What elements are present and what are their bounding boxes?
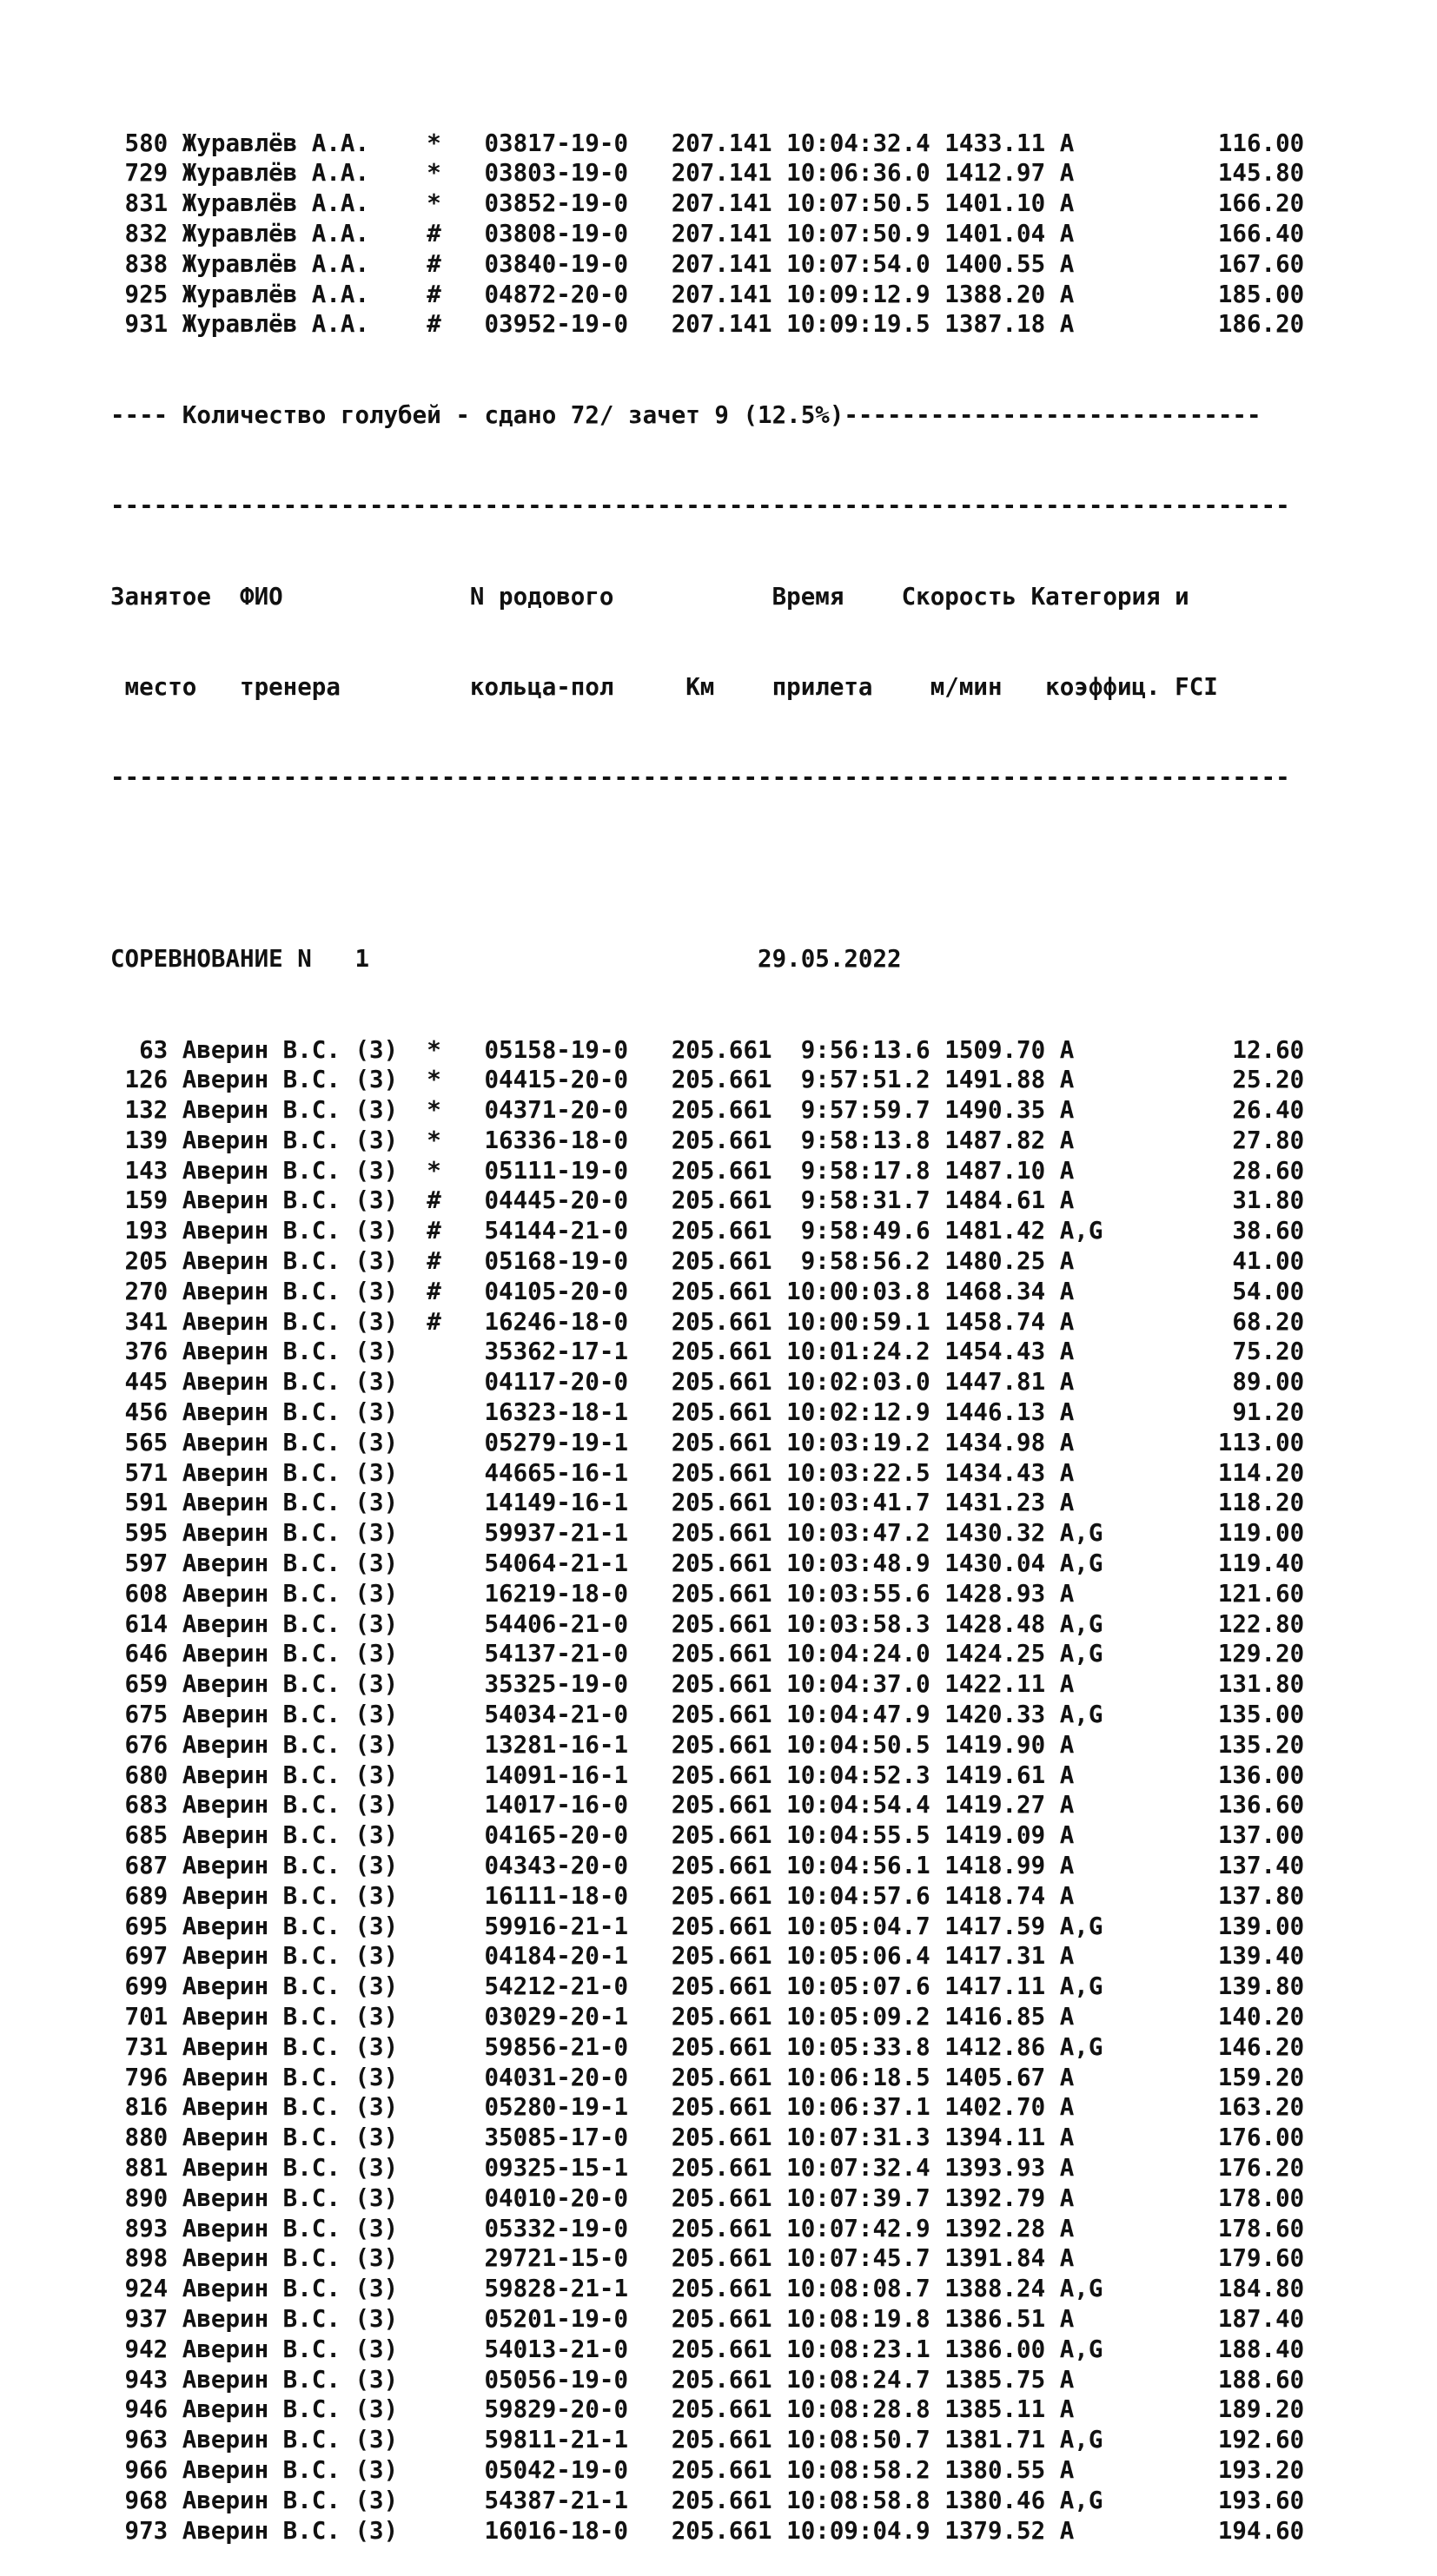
result-row: 126 Аверин В.С. (З) * 04415-20-0 205.661 9:57:51.2 1491.88 A 25.20	[110, 1066, 1305, 1094]
result-row: 831 Журавлёв А.А. * 03852-19-0 207.141 10:07:50.5 1401.10 A 166.20	[110, 189, 1305, 218]
result-row: 270 Аверин В.С. (З) # 04105-20-0 205.661 10:00:03.8 1468.34 A 54.00	[110, 1277, 1305, 1305]
result-row: 659 Аверин В.С. (З) 35325-19-0 205.661 10:04:37.0 1422.11 A 131.80	[110, 1670, 1305, 1699]
result-row: 816 Аверин В.С. (З) 05280-19-1 205.661 10:06:37.1 1402.70 A 163.20	[110, 2093, 1305, 2122]
result-row: 205 Аверин В.С. (З) # 05168-19-0 205.661 9:58:56.2 1480.25 A 41.00	[110, 1247, 1305, 1276]
result-row: 341 Аверин В.С. (З) # 16246-18-0 205.661 10:00:59.1 1458.74 A 68.20	[110, 1307, 1305, 1336]
result-row: 898 Аверин В.С. (З) 29721-15-0 205.661 10:07:45.7 1391.84 A 179.60	[110, 2244, 1305, 2273]
result-row: 445 Аверин В.С. (З) 04117-20-0 205.661 10:02:03.0 1447.81 A 89.00	[110, 1368, 1305, 1397]
result-row: 193 Аверин В.С. (З) # 54144-21-0 205.661 9:58:49.6 1481.42 A,G 38.60	[110, 1217, 1305, 1245]
header-separator-bottom: ----------------------------------------------------------------------------------	[110, 763, 1290, 792]
result-row: 376 Аверин В.С. (З) 35362-17-1 205.661 10:01:24.2 1454.43 A 75.20	[110, 1338, 1305, 1366]
result-row: 942 Аверин В.С. (З) 54013-21-0 205.661 10:08:23.1 1386.00 A,G 188.40	[110, 2335, 1305, 2363]
result-row: 893 Аверин В.С. (З) 05332-19-0 205.661 10:07:42.9 1392.28 A 178.60	[110, 2214, 1305, 2242]
result-row: 890 Аверин В.С. (З) 04010-20-0 205.661 10:07:39.7 1392.79 A 178.00	[110, 2183, 1305, 2212]
result-row: 937 Аверин В.С. (З) 05201-19-0 205.661 10:08:19.8 1386.51 A 187.40	[110, 2304, 1305, 2333]
result-row: 729 Журавлёв А.А. * 03803-19-0 207.141 10:06:36.0 1412.97 A 145.80	[110, 159, 1305, 188]
result-row: 580 Журавлёв А.А. * 03817-19-0 207.141 10:04:32.4 1433.11 A 116.00	[110, 129, 1305, 157]
result-row: 591 Аверин В.С. (З) 14149-16-1 205.661 10:03:41.7 1431.23 A 118.20	[110, 1489, 1305, 1517]
header-separator-top: ----------------------------------------------------------------------------------	[110, 492, 1290, 520]
result-row: 699 Аверин В.С. (З) 54212-21-0 205.661 10:05:07.6 1417.11 A,G 139.80	[110, 1972, 1305, 2001]
result-row: 796 Аверин В.С. (З) 04031-20-0 205.661 10:06:18.5 1405.67 A 159.20	[110, 2063, 1305, 2091]
result-row: 597 Аверин В.С. (З) 54064-21-1 205.661 10:03:48.9 1430.04 A,G 119.40	[110, 1549, 1305, 1578]
result-row: 925 Журавлёв А.А. # 04872-20-0 207.141 10:09:12.9 1388.20 A 185.00	[110, 280, 1305, 308]
result-row: 608 Аверин В.С. (З) 16219-18-0 205.661 10:03:55.6 1428.93 A 121.60	[110, 1579, 1305, 1608]
result-row: 695 Аверин В.С. (З) 59916-21-1 205.661 10:05:04.7 1417.59 A,G 139.00	[110, 1912, 1305, 1940]
count-summary-line: ---- Количество голубей - сдано 72/ зачет 9 (12.5%)-----------------------------	[110, 400, 1262, 429]
result-row: 685 Аверин В.С. (З) 04165-20-0 205.661 10:04:55.5 1419.09 A 137.00	[110, 1821, 1305, 1850]
column-header-line-2: место тренера кольца-пол Км прилета м/мин коэффиц. FCI	[110, 672, 1218, 701]
result-row: 946 Аверин В.С. (З) 59829-20-0 205.661 10:08:28.8 1385.11 A 189.20	[110, 2395, 1305, 2424]
result-row: 456 Аверин В.С. (З) 16323-18-1 205.661 10:02:12.9 1446.13 A 91.20	[110, 1398, 1305, 1427]
result-row: 881 Аверин В.С. (З) 09325-15-1 205.661 10:07:32.4 1393.93 A 176.20	[110, 2153, 1305, 2182]
result-row: 143 Аверин В.С. (З) * 05111-19-0 205.661 9:58:17.8 1487.10 A 28.60	[110, 1156, 1305, 1185]
blank-line	[110, 854, 1414, 884]
result-row: 565 Аверин В.С. (З) 05279-19-1 205.661 10:03:19.2 1434.98 A 113.00	[110, 1428, 1305, 1456]
result-row: 838 Журавлёв А.А. # 03840-19-0 207.141 10:07:54.0 1400.55 A 167.60	[110, 249, 1305, 278]
result-row: 139 Аверин В.С. (З) * 16336-18-0 205.661 9:58:13.8 1487.82 A 27.80	[110, 1126, 1305, 1154]
result-row: 963 Аверин В.С. (З) 59811-21-1 205.661 10:08:50.7 1381.71 A,G 192.60	[110, 2426, 1305, 2454]
result-row: 132 Аверин В.С. (З) * 04371-20-0 205.661 9:57:59.7 1490.35 A 26.40	[110, 1096, 1305, 1125]
result-row: 943 Аверин В.С. (З) 05056-19-0 205.661 10:08:24.7 1385.75 A 188.60	[110, 2365, 1305, 2394]
result-row: 159 Аверин В.С. (З) # 04445-20-0 205.661 9:58:31.7 1484.61 A 31.80	[110, 1186, 1305, 1215]
result-row: 63 Аверин В.С. (З) * 05158-19-0 205.661 9:56:13.6 1509.70 A 12.60	[110, 1035, 1305, 1064]
result-row: 571 Аверин В.С. (З) 44665-16-1 205.661 10:03:22.5 1434.43 A 114.20	[110, 1458, 1305, 1487]
result-row: 701 Аверин В.С. (З) 03029-20-1 205.661 10:05:09.2 1416.85 A 140.20	[110, 2003, 1305, 2031]
result-row: 968 Аверин В.С. (З) 54387-21-1 205.661 10:08:58.8 1380.46 A,G 193.60	[110, 2486, 1305, 2514]
competition-title: СОРЕВНОВАНИЕ N 1 29.05.2022	[110, 945, 902, 974]
result-row: 973 Аверин В.С. (З) 16016-18-0 205.661 10:09:04.9 1379.52 A 194.60	[110, 2516, 1305, 2545]
result-row: 832 Журавлёв А.А. # 03808-19-0 207.141 10:07:50.9 1401.04 A 166.40	[110, 219, 1305, 248]
results-document	[110, 68, 1414, 2576]
results-table	[110, 1035, 1414, 2546]
result-row: 687 Аверин В.С. (З) 04343-20-0 205.661 10:04:56.1 1418.99 A 137.40	[110, 1852, 1305, 1880]
result-row: 676 Аверин В.С. (З) 13281-16-1 205.661 10:04:50.5 1419.90 A 135.20	[110, 1730, 1305, 1759]
result-row: 880 Аверин В.С. (З) 35085-17-0 205.661 10:07:31.3 1394.11 A 176.00	[110, 2124, 1305, 2152]
previous-results-block	[110, 129, 1414, 340]
result-row: 683 Аверин В.С. (З) 14017-16-0 205.661 10:04:54.4 1419.27 A 136.60	[110, 1791, 1305, 1820]
result-row: 966 Аверин В.С. (З) 05042-19-0 205.661 10:08:58.2 1380.55 A 193.20	[110, 2455, 1305, 2484]
result-row: 689 Аверин В.С. (З) 16111-18-0 205.661 10:04:57.6 1418.74 A 137.80	[110, 1881, 1305, 1910]
result-row: 595 Аверин В.С. (З) 59937-21-1 205.661 10:03:47.2 1430.32 A,G 119.00	[110, 1519, 1305, 1548]
result-row: 924 Аверин В.С. (З) 59828-21-1 205.661 10:08:08.7 1388.24 A,G 184.80	[110, 2275, 1305, 2303]
result-row: 646 Аверин В.С. (З) 54137-21-0 205.661 10:04:24.0 1424.25 A,G 129.20	[110, 1640, 1305, 1668]
result-row: 731 Аверин В.С. (З) 59856-21-0 205.661 10:05:33.8 1412.86 A,G 146.20	[110, 2032, 1305, 2061]
result-row: 697 Аверин В.С. (З) 04184-20-1 205.661 10:05:06.4 1417.31 A 139.40	[110, 1942, 1305, 1971]
result-row: 680 Аверин В.С. (З) 14091-16-1 205.661 10:04:52.3 1419.61 A 136.00	[110, 1760, 1305, 1789]
result-row: 614 Аверин В.С. (З) 54406-21-0 205.661 10:03:58.3 1428.48 A,G 122.80	[110, 1609, 1305, 1638]
result-row: 675 Аверин В.С. (З) 54034-21-0 205.661 10:04:47.9 1420.33 A,G 135.00	[110, 1701, 1305, 1729]
result-row: 931 Журавлёв А.А. # 03952-19-0 207.141 10:09:19.5 1387.18 A 186.20	[110, 310, 1305, 339]
column-header-line-1: Занятое ФИО N родового Время Скорость Категория и	[110, 582, 1189, 611]
